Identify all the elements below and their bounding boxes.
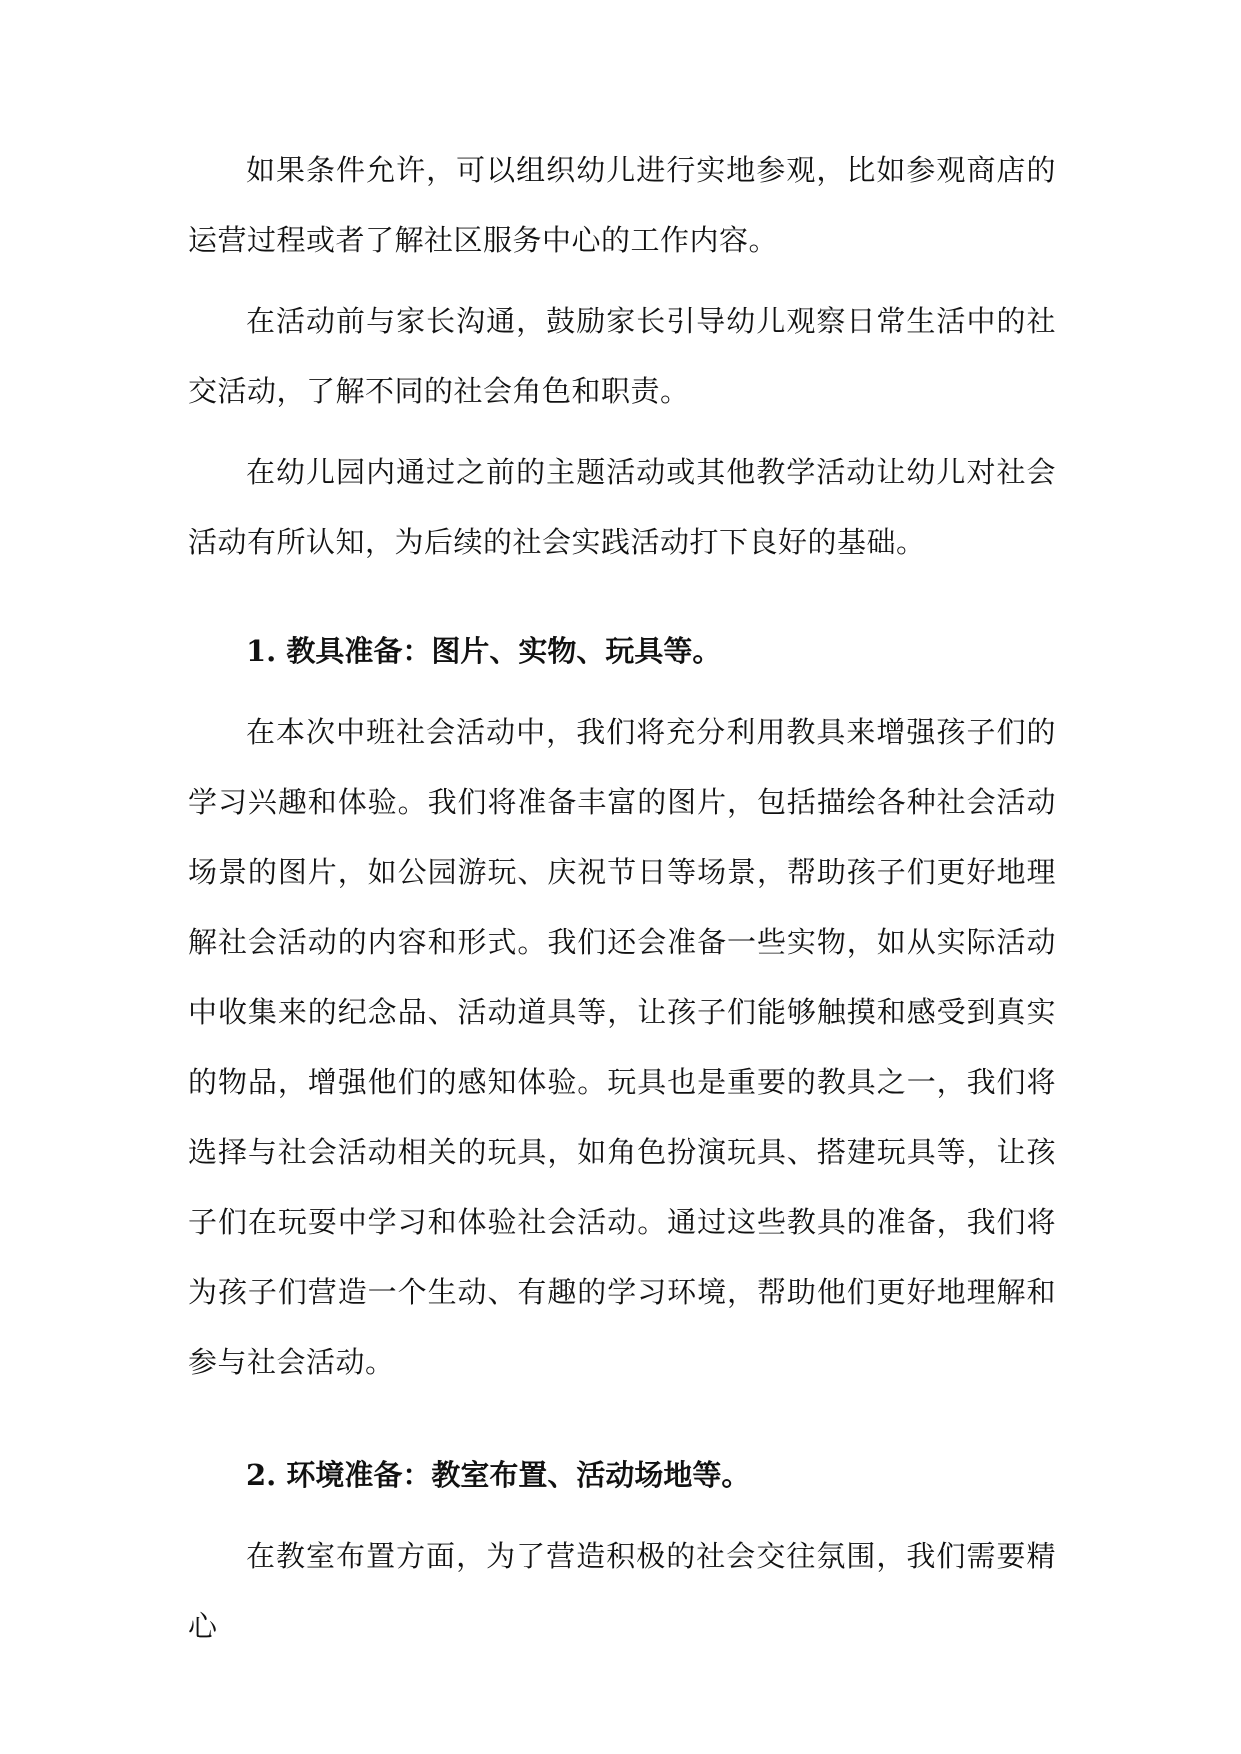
paragraph-environment: 在教室布置方面，为了营造积极的社会交往氛围，我们需要精心 bbox=[188, 1539, 1056, 1643]
paragraph-field-visit: 如果条件允许，可以组织幼儿进行实地参观，比如参观商店的运营过程或者了解社区服务中心的工作内容。 bbox=[188, 153, 1056, 257]
paragraph-teaching-aids: 在本次中班社会活动中，我们将充分利用教具来增强孩子们的学习兴趣和体验。我们将准备丰富的图片，包括描绘各种社会活动场景的图片，如公园游玩、庆祝节日等场景，帮助孩子们更好地理解社会活动的内容和形式。我们还会准备一些实物，如从实际活动中收集来的纪念品、活动道具等，让孩子们能够触摸和感受到真实的物品，增强他们的感知体验。玩具也是重要的教具之一，我们将选择与社会活动相关的玩具，如角色扮演玩具、搭建玩具等，让孩子们在玩耍中学习和体验社会活动。通过这些教具的准备，我们将为孩子们营造一个生动、有趣的学习环境，帮助他们更好地理解和参与社会活动。 bbox=[188, 715, 1056, 1379]
paragraph-kindergarten-activities: 在幼儿园内通过之前的主题活动或其他教学活动让幼儿对社会活动有所认知，为后续的社会实践活动打下良好的基础。 bbox=[188, 455, 1056, 559]
paragraph-parent-communication: 在活动前与家长沟通，鼓励家长引导幼儿观察日常生活中的社交活动，了解不同的社会角色和职责。 bbox=[188, 304, 1056, 408]
section-heading-teaching-aids: 1. 教具准备：图片、实物、玩具等。 bbox=[246, 634, 722, 668]
document-body bbox=[188, 135, 1056, 1661]
section-heading-environment: 2. 环境准备：教室布置、活动场地等。 bbox=[246, 1458, 751, 1492]
